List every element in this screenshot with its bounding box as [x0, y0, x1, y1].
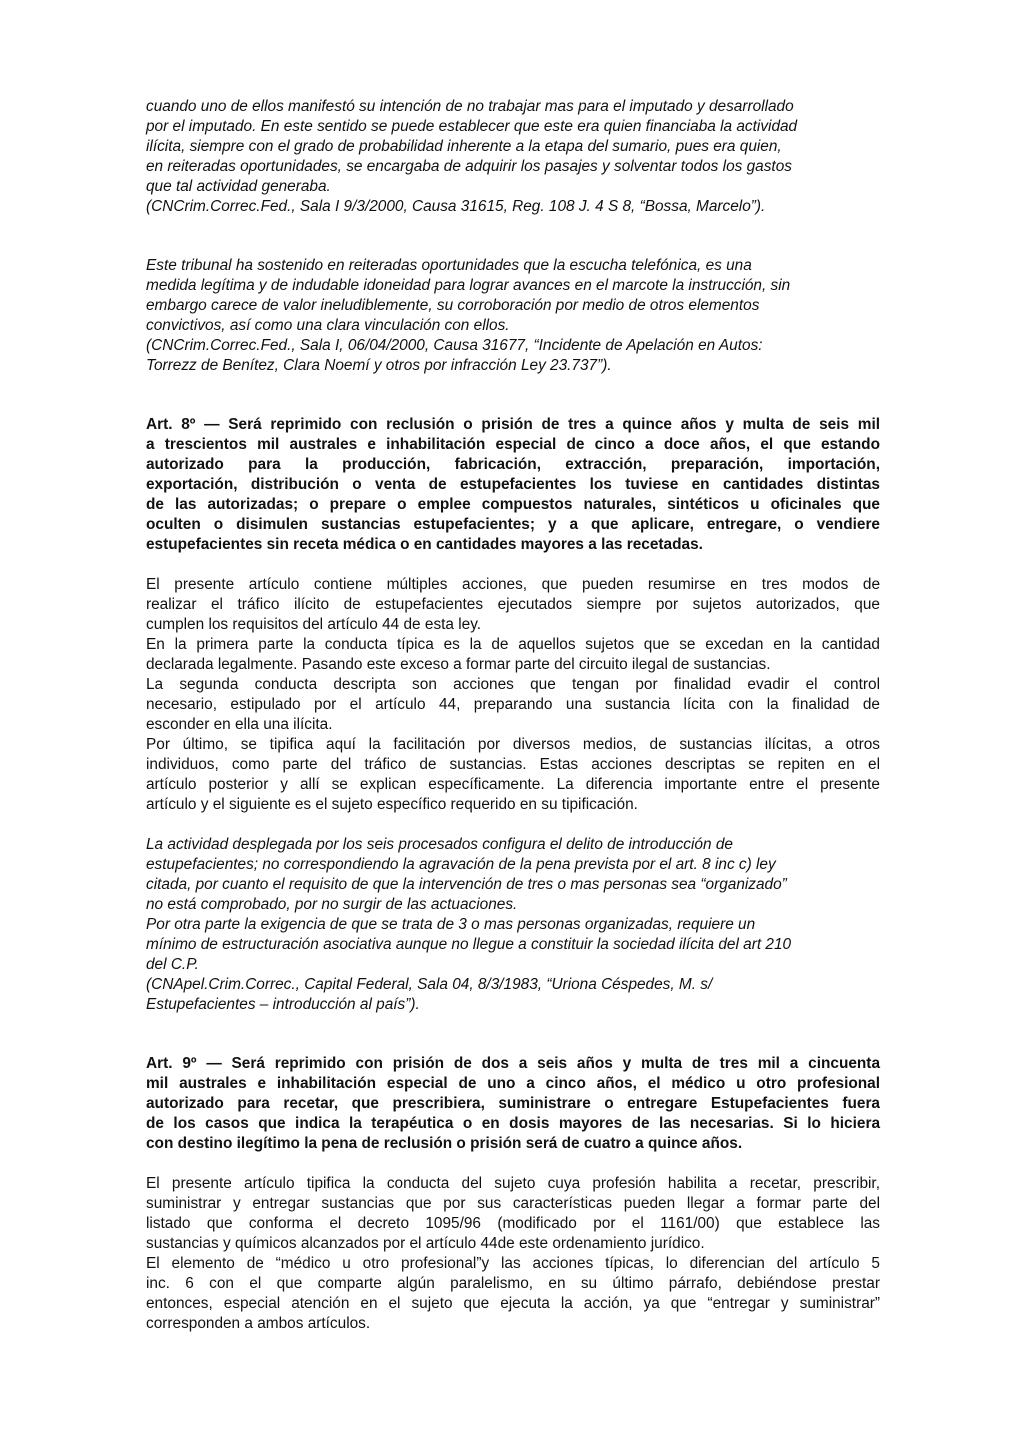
quote-line: medida legítima y de indudable idoneidad para lograr avances en el marcote la instrucción, sin [146, 277, 791, 294]
quote-line: no está comprobado, por no surgir de las actuaciones. [146, 896, 518, 913]
quote-line: estupefacientes; no correspondiendo la agravación de la pena prevista por el art. 8 inc c) ley [146, 856, 776, 873]
quote-line: del C.P. [146, 956, 199, 973]
quote-line: citada, por cuanto el requisito de que la intervención de tres o mas personas sea “organizado” [146, 876, 787, 893]
jurisprudence-quote-torrezz [146, 256, 880, 376]
article-8-commentary [146, 575, 880, 815]
commentary-line: realizar el tráfico ilícito de estupefacientes ejecutados siempre por sujetos autorizados, que [146, 596, 880, 613]
commentary-line: entonces, especial atención en el sujeto que ejecuta la acción, ya que “entregar y suministrar” [146, 1295, 880, 1312]
article-line: autorizado para recetar, que prescribiera, suministrare o entregare Estupefacientes fuera [146, 1095, 880, 1112]
quote-line: La actividad desplegada por los seis procesados configura el delito de introducción de [146, 836, 733, 853]
commentary-line: La segunda conducta descripta son acciones que tengan por finalidad evadir el control [146, 676, 880, 693]
commentary-line: cumplen los requisitos del artículo 44 de esta ley. [146, 616, 482, 633]
article-line: oculten o disimulen sustancias estupefacientes; y a que aplicare, entregare, o vendiere [146, 516, 880, 533]
quote-citation: Estupefacientes – introducción al país”). [146, 996, 420, 1013]
commentary-line: sustancias y químicos alcanzados por el artículo 44de este ordenamiento jurídico. [146, 1235, 705, 1252]
commentary-line: inc. 6 con el que comparte algún paralelismo, en su último párrafo, debiéndose prestar [146, 1275, 880, 1292]
quote-line: embargo carece de valor ineludiblemente, su corroboración por medio de otros elementos [146, 297, 760, 314]
jurisprudence-quote-bossa [146, 97, 880, 217]
quote-line: que tal actividad generaba. [146, 178, 331, 195]
commentary-line: En la primera parte la conducta típica es la de aquellos sujetos que se excedan en la cantidad [146, 636, 880, 653]
quote-line: Por otra parte la exigencia de que se trata de 3 o mas personas organizadas, requiere un [146, 916, 756, 933]
article-line: de las autorizadas; o prepare o emplee compuestos naturales, sintéticos u oficinales que [146, 496, 880, 513]
article-line: de los casos que indica la terapéutica o en dosis mayores de las necesarias. Si lo hiciera [146, 1115, 880, 1132]
quote-citation: (CNCrim.Correc.Fed., Sala I 9/3/2000, Causa 31615, Reg. 108 J. 4 S 8, “Bossa, Marcelo”). [146, 198, 766, 215]
quote-line: mínimo de estructuración asociativa aunque no llegue a constituir la sociedad ilícita del art 210 [146, 936, 792, 953]
article-9-commentary [146, 1174, 880, 1334]
quote-line: ilícita, siempre con el grado de probabilidad inherente a la etapa del sumario, pues era quien, [146, 138, 782, 155]
commentary-line: artículo y el siguiente es el sujeto específico requerido en su tipificación. [146, 796, 638, 813]
commentary-line: corresponden a ambos artículos. [146, 1315, 371, 1332]
article-line: estupefacientes sin receta médica o en cantidades mayores a las recetadas. [146, 536, 703, 553]
article-line: Art. 8º — Será reprimido con reclusión o prisión de tres a quince años y multa de seis mil [146, 416, 880, 433]
quote-line: cuando uno de ellos manifestó su intención de no trabajar mas para el imputado y desarrollado [146, 98, 794, 115]
article-line: a trescientos mil australes e inhabilitación especial de cinco a doce años, el que estando [146, 436, 880, 453]
commentary-line: necesario, estipulado por el artículo 44, preparando una sustancia lícita con la finalidad de [146, 696, 880, 713]
commentary-line: suministrar y entregar sustancias que por sus características pueden llegar a formar parte del [146, 1195, 880, 1212]
article-line: con destino ilegítimo la pena de reclusión o prisión será de cuatro a quince años. [146, 1135, 743, 1152]
commentary-line: El presente artículo contiene múltiples acciones, que pueden resumirse en tres modos de [146, 576, 880, 593]
commentary-line: El elemento de “médico u otro profesional”y las acciones típicas, lo diferencian del artículo 5 [146, 1255, 880, 1272]
quote-line: convictivos, así como una clara vinculación con ellos. [146, 317, 510, 334]
article-line: autorizado para la producción, fabricación, extracción, preparación, importación, [146, 456, 880, 473]
article-9-text [146, 1054, 880, 1154]
quote-citation: Torrezz de Benítez, Clara Noemí y otros por infracción Ley 23.737”). [146, 357, 612, 374]
article-8-text [146, 415, 880, 555]
commentary-line: Por último, se tipifica aquí la facilitación por diversos medios, de sustancias ilícitas, a otros [146, 736, 880, 753]
commentary-line: individuos, como parte del tráfico de sustancias. Estas acciones descriptas se repiten en el [146, 756, 880, 773]
commentary-line: esconder en ella una ilícita. [146, 716, 333, 733]
quote-line: Este tribunal ha sostenido en reiteradas oportunidades que la escucha telefónica, es una [146, 257, 752, 274]
commentary-line: declarada legalmente. Pasando este exceso a formar parte del circuito ilegal de sustancias. [146, 656, 771, 673]
quote-citation: (CNCrim.Correc.Fed., Sala I, 06/04/2000, Causa 31677, “Incidente de Apelación en Autos: [146, 337, 763, 354]
commentary-line: El presente artículo tipifica la conducta del sujeto cuya profesión habilita a recetar, prescribir, [146, 1175, 880, 1192]
commentary-line: artículo posterior y allí se explican específicamente. La diferencia importante entre el presente [146, 776, 880, 793]
quote-citation: (CNApel.Crim.Correc., Capital Federal, Sala 04, 8/3/1983, “Uriona Céspedes, M. s/ [146, 976, 713, 993]
quote-line: por el imputado. En este sentido se puede establecer que este era quien financiaba la actividad [146, 118, 798, 135]
quote-line: en reiteradas oportunidades, se encargaba de adquirir los pasajes y solventar todos los gastos [146, 158, 792, 175]
article-line: exportación, distribución o venta de estupefacientes los tuviese en cantidades distintas [146, 476, 880, 493]
document-page [146, 97, 880, 1334]
article-line: mil australes e inhabilitación especial de uno a cinco años, el médico u otro profesional [146, 1075, 880, 1092]
commentary-line: listado que conforma el decreto 1095/96 (modificado por el 1161/00) que establece las [146, 1215, 880, 1232]
jurisprudence-quote-uriona [146, 835, 880, 1015]
article-line: Art. 9º — Será reprimido con prisión de dos a seis años y multa de tres mil a cincuenta [146, 1055, 880, 1072]
